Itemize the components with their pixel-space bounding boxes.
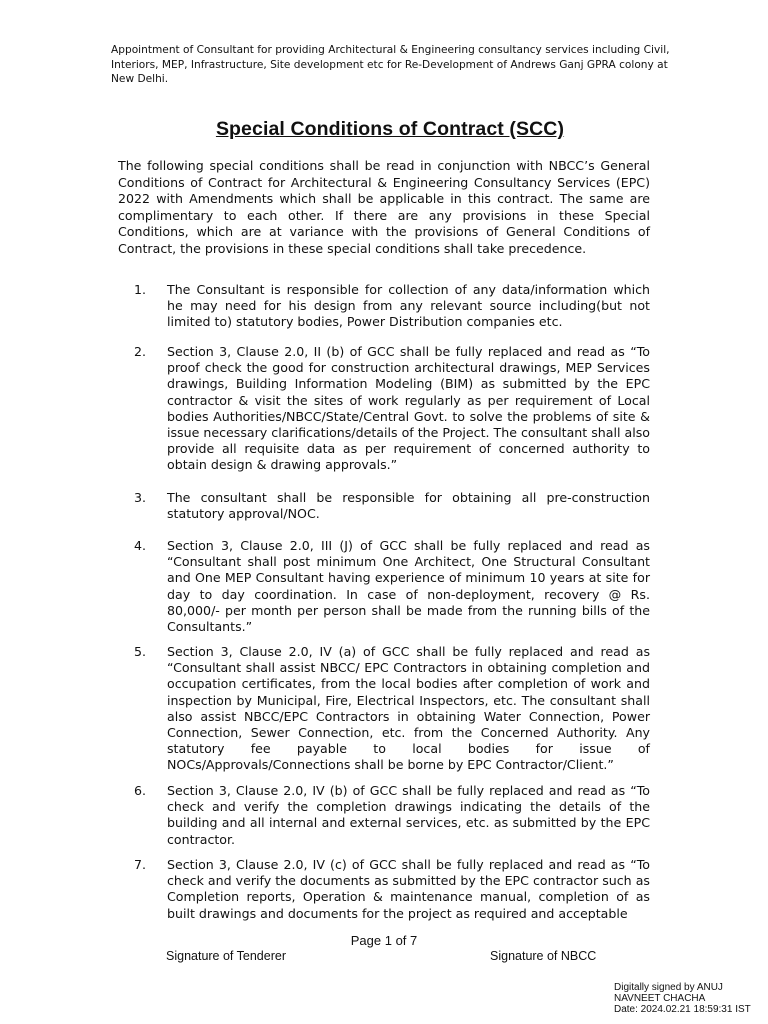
list-item-number: 1. bbox=[134, 282, 147, 297]
list-item-text: The consultant shall be responsible for obtaining all pre-construction statutory approval/NOC. bbox=[167, 490, 650, 522]
list-item-text: Section 3, Clause 2.0, III (J) of GCC shall be fully replaced and read as “Consultant shall post minimum One Architect, One Structural Consultant and One MEP Consultant having experience of minimum 10 years at site for day to day coordination. In case of non-deployment, recovery @ Rs. 80,000/- per month per person shall be made from the running bills of the Consultants.” bbox=[167, 538, 650, 635]
list-item-number: 2. bbox=[134, 344, 147, 359]
list-item-number: 5. bbox=[134, 644, 147, 659]
list-item-number: 6. bbox=[134, 783, 147, 798]
header-line-1: Appointment of Consultant for providing Architectural & Engineering consultancy services including Civil, bbox=[111, 44, 670, 56]
intro-paragraph: The following special conditions shall be read in conjunction with NBCC’s General Conditions of Contract for Architectural & Engineering Consultancy Services (EPC) 2022 with Amendments which shall be applicable in this contract. The same are complimentary to each other. If there are any provisions in these Special Conditions, which are at variance with the provisions of General Conditions of Contract, the provisions in these special conditions shall take precedence. bbox=[118, 158, 650, 256]
digital-signature-line-3: Date: 2024.02.21 18:59:31 IST bbox=[614, 1004, 751, 1015]
signature-nbcc-label: Signature of NBCC bbox=[490, 949, 597, 963]
digital-signature-line-1: Digitally signed by ANUJ bbox=[614, 982, 723, 993]
page-number: Page 1 of 7 bbox=[350, 933, 418, 948]
list-item-text: Section 3, Clause 2.0, IV (c) of GCC shall be fully replaced and read as “To check and verify the documents as submitted by the EPC contractor such as Completion reports, Operation & maintenance manual, completion of as built drawings and documents for the project as required and acceptable bbox=[167, 857, 650, 921]
digital-signature-line-2: NAVNEET CHACHA bbox=[614, 993, 706, 1004]
list-item-text: Section 3, Clause 2.0, II (b) of GCC shall be fully replaced and read as “To proof check the good for construction architectural drawings, MEP Services drawings, Building Information Modeling (BIM) as submitted by the EPC contractor & visit the sites of work regularly as per requirement of Local bodies Authorities/NBCC/State/Central Govt. to solve the problems of site & issue necessary clarifications/details of the Project. The consultant shall also provide all requisite data as per requirement of concerned authority to obtain design & drawing approvals.” bbox=[167, 344, 650, 473]
list-item-text: Section 3, Clause 2.0, IV (a) of GCC shall be fully replaced and read as “Consultant shall assist NBCC/ EPC Contractors in obtaining completion and occupation certificates, from the local bodies after completion of work and inspection by Municipal, Fire, Electrical Inspectors, etc. The consultant shall also assist NBCC/EPC Contractors in obtaining Water Connection, Power Connection, Sewer Connection, etc. from the Concerned Authority. Any statutory fee payable to local bodies for issue of NOCs/Approvals/Connections shall be borne by EPC Contractor/Client.” bbox=[167, 644, 650, 773]
signature-tenderer-label: Signature of Tenderer bbox=[166, 949, 286, 963]
list-item-number: 4. bbox=[134, 538, 147, 553]
header-line-2: Interiors, MEP, Infrastructure, Site development etc for Re-Development of Andrews Ganj GPRA colony at bbox=[111, 58, 668, 71]
page-title: Special Conditions of Contract (SCC) bbox=[215, 118, 565, 140]
list-item-text: The Consultant is responsible for collection of any data/information which he may need for his design from any relevant source including(but not limited to) statutory bodies, Power Distribution companies etc. bbox=[167, 282, 650, 330]
digital-signature-stamp bbox=[614, 982, 764, 1015]
header-line-3: New Delhi. bbox=[111, 73, 169, 85]
list-item-number: 7. bbox=[134, 857, 147, 872]
document-header bbox=[111, 43, 696, 87]
list-item-number: 3. bbox=[134, 490, 147, 505]
list-item-text: Section 3, Clause 2.0, IV (b) of GCC shall be fully replaced and read as “To check and verify the completion drawings indicating the details of the building and all internal and external services, etc. as submitted by the EPC contractor. bbox=[167, 783, 650, 847]
